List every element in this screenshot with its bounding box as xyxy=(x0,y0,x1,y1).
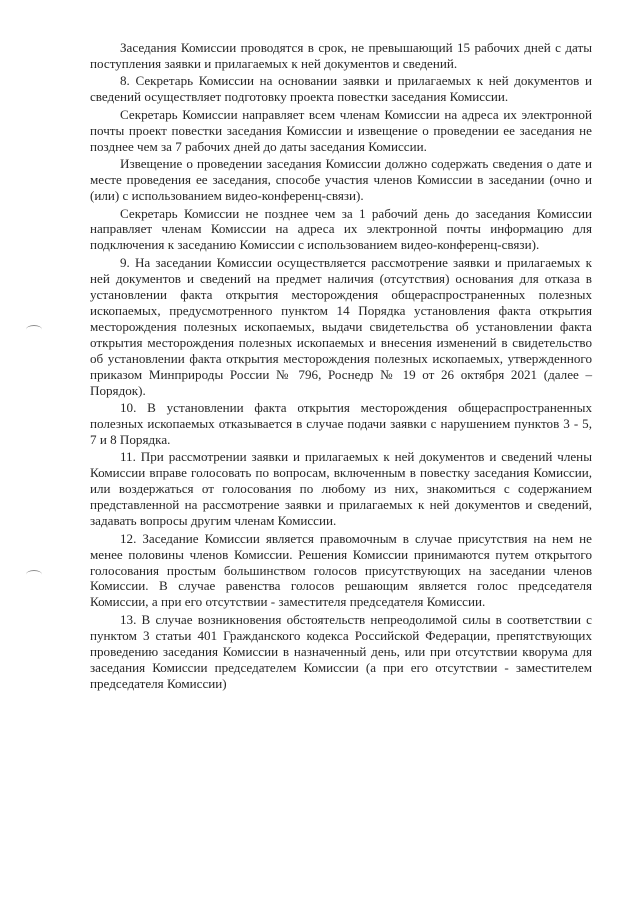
document-body xyxy=(90,40,592,693)
margin-mark xyxy=(26,570,42,579)
paragraph-11-member-rights: 11. При рассмотрении заявки и прилагаемых к ней документов и сведений члены Комиссии вправе голосовать по вопросам, включенным в повестку заседания Комиссии, или воздержаться от голосования по любому из них, знакомиться с содержанием представленной на рассмотрение заявки и прилагаемых к ней документов и сведений, задавать вопросы другим членам Комиссии. xyxy=(90,449,592,529)
paragraph-9-review: 9. На заседании Комиссии осуществляется рассмотрение заявки и прилагаемых к ней документов и сведений на предмет наличия (отсутствия) основания для отказа в установлении факта открытия месторождения общераспространенных полезных ископаемых, предусмотренного пунктом 14 Порядка установления факта открытия месторождения полезных ископаемых, выдачи свидетельства об установлении факта открытия месторождения полезных ископаемых и внесения изменений в свидетельство об установлении факта открытия месторождения полезных ископаемых, утвержденного приказом Минприроды России № 796, Роснедр № 19 от 26 октября 2021 (далее – Порядок). xyxy=(90,254,592,398)
margin-mark xyxy=(26,325,42,334)
paragraph-video-conference-info: Секретарь Комиссии не позднее чем за 1 рабочий день до заседания Комиссии направляет членам Комиссии на адреса их электронной почты информацию для подключения к заседанию Комиссии с использованием видео-конференц-связи). xyxy=(90,205,592,253)
paragraph-notice-contents: Извещение о проведении заседания Комиссии должно содержать сведения о дате и месте проведения ее заседания, способе участия членов Комиссии в заседании (очно и (или) с использованием видео-конференц-связи). xyxy=(90,156,592,204)
paragraph-agenda-distribution: Секретарь Комиссии направляет всем членам Комиссии на адреса их электронной почты проект повестки заседания Комиссии и извещение о проведении ее заседания не позднее чем за 7 рабочих дней до даты заседания Комиссии. xyxy=(90,106,592,154)
paragraph-meeting-deadline: Заседания Комиссии проводятся в срок, не превышающий 15 рабочих дней с даты поступления заявки и прилагаемых к ней документов и сведений. xyxy=(90,40,592,71)
paragraph-10-refusal: 10. В установлении факта открытия месторождения общераспространенных полезных ископаемых отказывается в случае подачи заявки с нарушением пунктов 3 - 5, 7 и 8 Порядка. xyxy=(90,399,592,447)
paragraph-12-quorum: 12. Заседание Комиссии является правомочным в случае присутствия на нем не менее половины членов Комиссии. Решения Комиссии принимаются путем открытого голосования простым большинством голосов присутствующих на заседании членов Комиссии. В случае равенства голосов решающим является голос председателя Комиссии, а при его отсутствии - заместителя председателя Комиссии. xyxy=(90,530,592,610)
paragraph-8-agenda-preparation: 8. Секретарь Комиссии на основании заявки и прилагаемых к ней документов и сведений осуществляет подготовку проекта повестки заседания Комиссии. xyxy=(90,73,592,105)
paragraph-13-force-majeure: 13. В случае возникновения обстоятельств непреодолимой силы в соответствии с пунктом 3 статьи 401 Гражданского кодекса Российской Федерации, препятствующих проведению заседания Комиссии в назначенный день, или при отсутствии кворума для заседания Комиссии председателем Комиссии (а при его отсутствии - заместителем председателя Комиссии) xyxy=(90,611,592,691)
